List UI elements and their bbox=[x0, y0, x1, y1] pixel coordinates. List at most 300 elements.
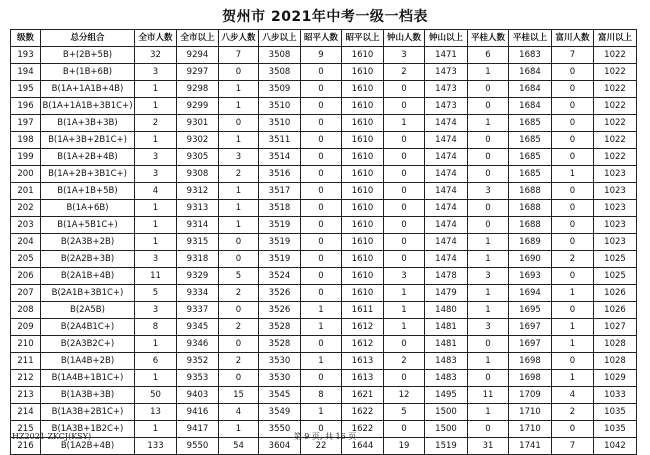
table-cell: 1610 bbox=[342, 217, 384, 234]
table-cell: 1688 bbox=[509, 200, 552, 217]
table-row bbox=[11, 200, 637, 217]
table-cell: 0 bbox=[219, 64, 259, 81]
footer-doc-code: HZ2021 ZKCJ(KSY) bbox=[12, 432, 92, 441]
table-cell: 0 bbox=[301, 268, 342, 285]
table-cell: 8 bbox=[135, 319, 177, 336]
table-cell: 193 bbox=[11, 47, 41, 64]
table-cell: 0 bbox=[301, 234, 342, 251]
table-cell: B(1A4B+1B1C+) bbox=[41, 370, 135, 387]
table-cell: 9315 bbox=[177, 234, 219, 251]
table-cell: B(1A3B+1B2C+) bbox=[41, 421, 135, 438]
table-cell: 0 bbox=[301, 98, 342, 115]
table-cell: 1685 bbox=[509, 132, 552, 149]
table-cell: 1022 bbox=[594, 98, 637, 115]
table-cell: 22 bbox=[301, 438, 342, 455]
table-cell: 0 bbox=[301, 200, 342, 217]
table-cell: 1613 bbox=[342, 353, 384, 370]
table-cell: 0 bbox=[219, 234, 259, 251]
table-cell: 3510 bbox=[259, 98, 301, 115]
table-cell: 3550 bbox=[259, 421, 301, 438]
table-cell: 1 bbox=[219, 421, 259, 438]
table-cell: 0 bbox=[301, 421, 342, 438]
table-cell: 1029 bbox=[594, 370, 637, 387]
table-cell: 0 bbox=[384, 251, 425, 268]
table-cell: 0 bbox=[219, 251, 259, 268]
table-row bbox=[11, 387, 637, 404]
footer-page-info: 第 9 页, 共 16 页 bbox=[293, 432, 357, 441]
table-cell: B(1A+6B) bbox=[41, 200, 135, 217]
table-cell: 1478 bbox=[425, 268, 468, 285]
table-cell: 1 bbox=[552, 319, 594, 336]
table-cell: 3549 bbox=[259, 404, 301, 421]
table-cell: 3517 bbox=[259, 183, 301, 200]
table-cell: 2 bbox=[219, 285, 259, 302]
table-cell: 9312 bbox=[177, 183, 219, 200]
table-cell: 3 bbox=[135, 166, 177, 183]
table-cell: 9337 bbox=[177, 302, 219, 319]
table-cell: 194 bbox=[11, 64, 41, 81]
table-row bbox=[11, 183, 637, 200]
table-cell: 1022 bbox=[594, 132, 637, 149]
table-cell: 1481 bbox=[425, 336, 468, 353]
table-cell: 202 bbox=[11, 200, 41, 217]
table-row bbox=[11, 64, 637, 81]
table-cell: 0 bbox=[552, 302, 594, 319]
table-cell: 1 bbox=[135, 421, 177, 438]
table-cell: 1022 bbox=[594, 115, 637, 132]
table-cell: 2 bbox=[552, 404, 594, 421]
table-cell: 9299 bbox=[177, 98, 219, 115]
table-cell: 13 bbox=[135, 404, 177, 421]
table-cell: 0 bbox=[384, 183, 425, 200]
table-cell: 2 bbox=[384, 353, 425, 370]
column-header: 钟山人数 bbox=[384, 30, 425, 47]
table-cell: 1023 bbox=[594, 217, 637, 234]
table-cell: 1 bbox=[552, 336, 594, 353]
table-row bbox=[11, 234, 637, 251]
table-cell: 1610 bbox=[342, 200, 384, 217]
table-cell: 1610 bbox=[342, 47, 384, 64]
table-cell: 1028 bbox=[594, 336, 637, 353]
table-cell: 1 bbox=[468, 115, 509, 132]
table-cell: 0 bbox=[552, 115, 594, 132]
table-cell: 1483 bbox=[425, 370, 468, 387]
table-cell: 1480 bbox=[425, 302, 468, 319]
table-cell: 1685 bbox=[509, 149, 552, 166]
table-cell: 3 bbox=[384, 268, 425, 285]
table-cell: 0 bbox=[301, 132, 342, 149]
table-cell: 1684 bbox=[509, 98, 552, 115]
table-cell: 1 bbox=[219, 200, 259, 217]
table-cell: 9352 bbox=[177, 353, 219, 370]
table-cell: 1698 bbox=[509, 370, 552, 387]
table-cell: 0 bbox=[384, 81, 425, 98]
column-header: 富川以上 bbox=[594, 30, 637, 47]
table-cell: 3 bbox=[219, 149, 259, 166]
table-cell: 0 bbox=[468, 370, 509, 387]
table-cell: 0 bbox=[301, 115, 342, 132]
table-cell: 1709 bbox=[509, 387, 552, 404]
table-cell: 3 bbox=[468, 183, 509, 200]
table-cell: B(2A1B+3B1C+) bbox=[41, 285, 135, 302]
table-cell: 199 bbox=[11, 149, 41, 166]
table-cell: 2 bbox=[135, 115, 177, 132]
table-cell: B(1A+1A1B+3B1C+) bbox=[41, 98, 135, 115]
table-cell: 4 bbox=[552, 387, 594, 404]
table-cell: 1 bbox=[384, 285, 425, 302]
table-cell: 9305 bbox=[177, 149, 219, 166]
table-cell: 1473 bbox=[425, 81, 468, 98]
table-cell: 0 bbox=[384, 166, 425, 183]
table-cell: 8 bbox=[301, 387, 342, 404]
table-cell: 1612 bbox=[342, 319, 384, 336]
grade-table bbox=[10, 29, 637, 455]
table-cell: 1710 bbox=[509, 404, 552, 421]
table-cell: 0 bbox=[468, 149, 509, 166]
table-cell: 54 bbox=[219, 438, 259, 455]
table-cell: 1610 bbox=[342, 64, 384, 81]
table-cell: 200 bbox=[11, 166, 41, 183]
table-cell: 1495 bbox=[425, 387, 468, 404]
table-cell: 0 bbox=[301, 370, 342, 387]
table-cell: 205 bbox=[11, 251, 41, 268]
table-cell: 1610 bbox=[342, 132, 384, 149]
table-cell: 0 bbox=[219, 370, 259, 387]
table-cell: B(2A1B+4B) bbox=[41, 268, 135, 285]
table-cell: 3 bbox=[468, 319, 509, 336]
table-cell: 1 bbox=[301, 302, 342, 319]
column-header: 全市人数 bbox=[135, 30, 177, 47]
table-cell: 1474 bbox=[425, 200, 468, 217]
table-cell: 1474 bbox=[425, 166, 468, 183]
table-cell: 3526 bbox=[259, 302, 301, 319]
table-cell: 7 bbox=[552, 47, 594, 64]
table-cell: B(1A+1B+5B) bbox=[41, 183, 135, 200]
table-cell: 203 bbox=[11, 217, 41, 234]
table-cell: B(1A+3B+2B1C+) bbox=[41, 132, 135, 149]
table-cell: 210 bbox=[11, 336, 41, 353]
table-cell: 2 bbox=[552, 251, 594, 268]
table-cell: 1610 bbox=[342, 115, 384, 132]
table-cell: 215 bbox=[11, 421, 41, 438]
table-cell: 0 bbox=[552, 132, 594, 149]
table-cell: 214 bbox=[11, 404, 41, 421]
column-header: 平桂人数 bbox=[468, 30, 509, 47]
table-cell: 3 bbox=[135, 302, 177, 319]
table-cell: 9403 bbox=[177, 387, 219, 404]
table-cell: 212 bbox=[11, 370, 41, 387]
table-cell: 7 bbox=[552, 438, 594, 455]
table-cell: 5 bbox=[384, 404, 425, 421]
table-cell: 1 bbox=[219, 98, 259, 115]
table-cell: 1028 bbox=[594, 353, 637, 370]
table-row bbox=[11, 115, 637, 132]
table-cell: 3545 bbox=[259, 387, 301, 404]
table-cell: 19 bbox=[384, 438, 425, 455]
table-cell: 9329 bbox=[177, 268, 219, 285]
table-cell: 0 bbox=[219, 302, 259, 319]
table-cell: 0 bbox=[301, 166, 342, 183]
column-header: 总分组合 bbox=[41, 30, 135, 47]
table-cell: 1685 bbox=[509, 115, 552, 132]
table-cell: B(2A5B) bbox=[41, 302, 135, 319]
table-cell: 1023 bbox=[594, 183, 637, 200]
page-title: 贺州市 2021年中考一级一档表 bbox=[222, 9, 428, 25]
table-cell: 1026 bbox=[594, 285, 637, 302]
table-cell: 1610 bbox=[342, 149, 384, 166]
table-cell: 1023 bbox=[594, 200, 637, 217]
table-cell: 1 bbox=[135, 98, 177, 115]
table-cell: B+(1B+6B) bbox=[41, 64, 135, 81]
table-row bbox=[11, 268, 637, 285]
table-cell: 1 bbox=[219, 217, 259, 234]
table-cell: 0 bbox=[301, 64, 342, 81]
table-cell: 207 bbox=[11, 285, 41, 302]
table-row bbox=[11, 166, 637, 183]
table-cell: 1 bbox=[468, 285, 509, 302]
table-cell: 1698 bbox=[509, 353, 552, 370]
table-cell: 0 bbox=[552, 353, 594, 370]
table-cell: 1474 bbox=[425, 183, 468, 200]
table-cell: B(1A3B+3B) bbox=[41, 387, 135, 404]
table-cell: 3530 bbox=[259, 370, 301, 387]
table-row bbox=[11, 81, 637, 98]
table-cell: 9301 bbox=[177, 115, 219, 132]
column-header: 昭平人数 bbox=[301, 30, 342, 47]
table-cell: 1710 bbox=[509, 421, 552, 438]
table-cell: 1694 bbox=[509, 285, 552, 302]
table-cell: 1022 bbox=[594, 81, 637, 98]
table-cell: 0 bbox=[219, 336, 259, 353]
table-cell: B(1A+1A1B+4B) bbox=[41, 81, 135, 98]
column-header: 全市以上 bbox=[177, 30, 219, 47]
table-cell: 1610 bbox=[342, 98, 384, 115]
table-cell: 1027 bbox=[594, 319, 637, 336]
table-cell: 1022 bbox=[594, 47, 637, 64]
table-row bbox=[11, 217, 637, 234]
table-cell: 1474 bbox=[425, 251, 468, 268]
table-cell: 6 bbox=[135, 353, 177, 370]
table-cell: 1697 bbox=[509, 336, 552, 353]
table-cell: 1 bbox=[468, 64, 509, 81]
table-cell: 0 bbox=[384, 132, 425, 149]
table-cell: 0 bbox=[301, 336, 342, 353]
column-header: 昭平以上 bbox=[342, 30, 384, 47]
table-cell: 1610 bbox=[342, 285, 384, 302]
table-cell: B(1A+2B+4B) bbox=[41, 149, 135, 166]
table-cell: 3519 bbox=[259, 234, 301, 251]
table-row bbox=[11, 98, 637, 115]
table-cell: 0 bbox=[468, 81, 509, 98]
table-cell: 1 bbox=[135, 370, 177, 387]
table-cell: 3 bbox=[468, 268, 509, 285]
table-header-row bbox=[11, 30, 637, 47]
table-cell: 1471 bbox=[425, 47, 468, 64]
table-cell: 1690 bbox=[509, 251, 552, 268]
table-cell: 1023 bbox=[594, 234, 637, 251]
table-cell: 32 bbox=[135, 47, 177, 64]
table-cell: 15 bbox=[219, 387, 259, 404]
table-cell: 1 bbox=[135, 336, 177, 353]
table-cell: B(1A3B+2B1C+) bbox=[41, 404, 135, 421]
table-cell: 3604 bbox=[259, 438, 301, 455]
table-cell: 1 bbox=[468, 353, 509, 370]
table-cell: 9 bbox=[301, 47, 342, 64]
table-cell: 1 bbox=[135, 200, 177, 217]
table-cell: 11 bbox=[135, 268, 177, 285]
table-cell: 0 bbox=[552, 64, 594, 81]
table-cell: 1610 bbox=[342, 251, 384, 268]
table-cell: 1481 bbox=[425, 319, 468, 336]
table-row bbox=[11, 285, 637, 302]
table-cell: 3528 bbox=[259, 336, 301, 353]
table-cell: 1689 bbox=[509, 234, 552, 251]
table-cell: 1025 bbox=[594, 268, 637, 285]
table-cell: 3528 bbox=[259, 319, 301, 336]
table-cell: 9417 bbox=[177, 421, 219, 438]
table-cell: B(1A+2B+3B1C+) bbox=[41, 166, 135, 183]
table-cell: 1697 bbox=[509, 319, 552, 336]
table-cell: 1033 bbox=[594, 387, 637, 404]
table-cell: 3509 bbox=[259, 81, 301, 98]
table-cell: 0 bbox=[384, 234, 425, 251]
table-cell: 9294 bbox=[177, 47, 219, 64]
table-cell: 4 bbox=[219, 404, 259, 421]
column-header: 八步以上 bbox=[259, 30, 301, 47]
table-cell: 1 bbox=[301, 319, 342, 336]
table-cell: 1611 bbox=[342, 302, 384, 319]
table-cell: 3530 bbox=[259, 353, 301, 370]
table-cell: 0 bbox=[301, 285, 342, 302]
table-cell: 1035 bbox=[594, 404, 637, 421]
table-cell: 9416 bbox=[177, 404, 219, 421]
table-cell: 1688 bbox=[509, 217, 552, 234]
table-cell: 1474 bbox=[425, 132, 468, 149]
table-cell: 0 bbox=[384, 149, 425, 166]
table-cell: 1519 bbox=[425, 438, 468, 455]
table-cell: 1479 bbox=[425, 285, 468, 302]
table-cell: 201 bbox=[11, 183, 41, 200]
table-cell: B(2A3B+2B) bbox=[41, 234, 135, 251]
table-cell: 1473 bbox=[425, 98, 468, 115]
table-cell: 0 bbox=[384, 421, 425, 438]
table-cell: 5 bbox=[219, 268, 259, 285]
table-cell: 1684 bbox=[509, 81, 552, 98]
table-cell: 5 bbox=[135, 285, 177, 302]
table-cell: 1474 bbox=[425, 115, 468, 132]
table-cell: 1 bbox=[135, 81, 177, 98]
table-cell: 0 bbox=[468, 98, 509, 115]
table-cell: 9297 bbox=[177, 64, 219, 81]
table-cell: 4 bbox=[135, 183, 177, 200]
table-cell: 3508 bbox=[259, 47, 301, 64]
table-cell: 1 bbox=[135, 217, 177, 234]
table-cell: 1042 bbox=[594, 438, 637, 455]
table-cell: 0 bbox=[219, 115, 259, 132]
table-cell: 1025 bbox=[594, 251, 637, 268]
table-row bbox=[11, 302, 637, 319]
table-cell: 3508 bbox=[259, 64, 301, 81]
table-cell: 206 bbox=[11, 268, 41, 285]
table-body bbox=[11, 47, 637, 455]
table-cell: 9298 bbox=[177, 81, 219, 98]
table-cell: 1474 bbox=[425, 234, 468, 251]
table-cell: 1 bbox=[135, 132, 177, 149]
table-cell: 1622 bbox=[342, 421, 384, 438]
table-cell: 1612 bbox=[342, 336, 384, 353]
table-cell: 1483 bbox=[425, 353, 468, 370]
table-cell: 9334 bbox=[177, 285, 219, 302]
table-cell: 0 bbox=[301, 149, 342, 166]
table-cell: 0 bbox=[552, 98, 594, 115]
table-cell: 1 bbox=[301, 404, 342, 421]
table-cell: 1644 bbox=[342, 438, 384, 455]
table-cell: 3524 bbox=[259, 268, 301, 285]
table-row bbox=[11, 149, 637, 166]
table-cell: 1 bbox=[219, 183, 259, 200]
table-cell: 3519 bbox=[259, 217, 301, 234]
table-cell: 1 bbox=[468, 302, 509, 319]
table-cell: 1693 bbox=[509, 268, 552, 285]
table-cell: 0 bbox=[384, 217, 425, 234]
table-cell: 2 bbox=[219, 166, 259, 183]
table-cell: 1610 bbox=[342, 234, 384, 251]
table-cell: 1473 bbox=[425, 64, 468, 81]
table-cell: 0 bbox=[384, 370, 425, 387]
table-cell: 0 bbox=[468, 200, 509, 217]
table-cell: 1683 bbox=[509, 47, 552, 64]
table-row bbox=[11, 47, 637, 64]
column-header: 钟山以上 bbox=[425, 30, 468, 47]
table-cell: 31 bbox=[468, 438, 509, 455]
table-cell: 1 bbox=[301, 353, 342, 370]
table-cell: 1 bbox=[468, 251, 509, 268]
table-cell: 1 bbox=[384, 302, 425, 319]
table-cell: 2 bbox=[219, 319, 259, 336]
table-cell: 3 bbox=[135, 251, 177, 268]
table-cell: 1621 bbox=[342, 387, 384, 404]
table-cell: B+(2B+5B) bbox=[41, 47, 135, 64]
table-cell: 1610 bbox=[342, 183, 384, 200]
table-cell: 1613 bbox=[342, 370, 384, 387]
table-cell: 213 bbox=[11, 387, 41, 404]
table-cell: 3 bbox=[135, 149, 177, 166]
table-cell: 1741 bbox=[509, 438, 552, 455]
table-cell: 1474 bbox=[425, 217, 468, 234]
table-cell: 1688 bbox=[509, 183, 552, 200]
table-cell: 11 bbox=[468, 387, 509, 404]
table-cell: B(2A4B1C+) bbox=[41, 319, 135, 336]
table-cell: 0 bbox=[468, 166, 509, 183]
table-cell: B(1A+3B+3B) bbox=[41, 115, 135, 132]
table-cell: 0 bbox=[301, 217, 342, 234]
table-cell: 1 bbox=[468, 404, 509, 421]
table-cell: 211 bbox=[11, 353, 41, 370]
table-row bbox=[11, 370, 637, 387]
table-cell: 1035 bbox=[594, 421, 637, 438]
table-cell: 216 bbox=[11, 438, 41, 455]
table-cell: 9318 bbox=[177, 251, 219, 268]
table-cell: 0 bbox=[468, 336, 509, 353]
table-cell: 9314 bbox=[177, 217, 219, 234]
table-cell: 12 bbox=[384, 387, 425, 404]
table-cell: 3511 bbox=[259, 132, 301, 149]
table-cell: 0 bbox=[552, 81, 594, 98]
table-cell: 1610 bbox=[342, 268, 384, 285]
table-cell: B(1A4B+2B) bbox=[41, 353, 135, 370]
table-cell: 198 bbox=[11, 132, 41, 149]
table-row bbox=[11, 251, 637, 268]
